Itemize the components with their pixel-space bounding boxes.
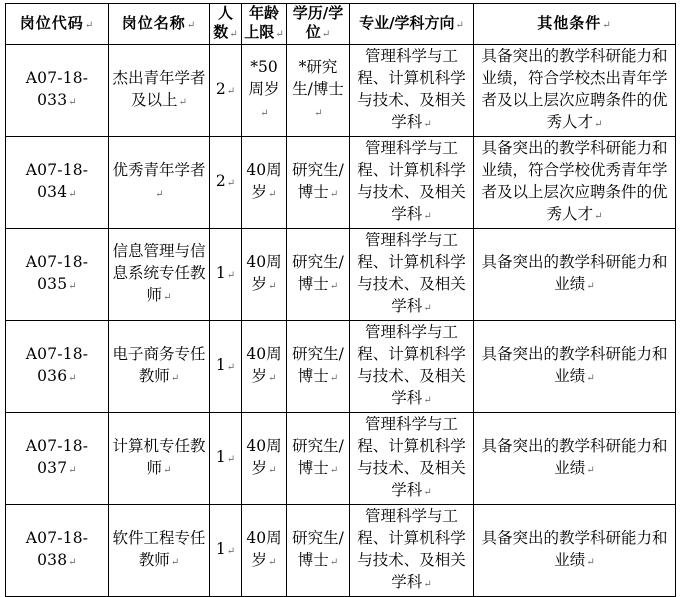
table-row — [6, 505, 676, 597]
header-row — [6, 4, 676, 45]
header-count: 人数↵ — [210, 4, 242, 45]
cell-count: 1↵ — [210, 413, 242, 505]
cell-degree: 研究生/博士↵ — [287, 137, 350, 229]
cell-count: 2↵ — [210, 137, 242, 229]
table-row — [6, 229, 676, 321]
table-row — [6, 137, 676, 229]
cell-name: 优秀青年学者↵ — [109, 137, 210, 229]
cell-major: 管理科学与工程、计算机科学与技术、及相关学科↵ — [350, 505, 474, 597]
cell-degree: 研究生/博士↵ — [287, 229, 350, 321]
cell-code: A07-18-038↵ — [6, 505, 109, 597]
cell-count: 1↵ — [210, 321, 242, 413]
cell-other: 具备突出的教学科研能力和业绩↵ — [474, 505, 676, 597]
cell-degree: 研究生/博士↵ — [287, 321, 350, 413]
cell-major: 管理科学与工程、计算机科学与技术、及相关学科↵ — [350, 321, 474, 413]
header-age-limit: 年龄上限↵ — [242, 4, 287, 45]
header-code: 岗位代码↵ — [6, 4, 109, 45]
cell-code: A07-18-037↵ — [6, 413, 109, 505]
cell-age: 40周岁↵ — [242, 505, 287, 597]
cell-count: 2↵ — [210, 45, 242, 137]
header-major: 专业/学科方向↵ — [350, 4, 474, 45]
table-row — [6, 413, 676, 505]
cell-code: A07-18-036↵ — [6, 321, 109, 413]
cell-major: 管理科学与工程、计算机科学与技术、及相关学科↵ — [350, 413, 474, 505]
header-degree: 学历/学位↵ — [287, 4, 350, 45]
cell-other: 具备突出的教学科研能力和业绩，符合学校优秀青年学者及以上层次应聘条件的优秀人才↵ — [474, 137, 676, 229]
cell-count: 1↵ — [210, 229, 242, 321]
cell-degree: 研究生/博士↵ — [287, 413, 350, 505]
table-row — [6, 321, 676, 413]
cell-code: A07-18-033↵ — [6, 45, 109, 137]
cell-major: 管理科学与工程、计算机科学与技术、及相关学科↵ — [350, 45, 474, 137]
recruitment-table — [5, 3, 676, 597]
table-row — [6, 45, 676, 137]
cell-name: 杰出青年学者及以上↵ — [109, 45, 210, 137]
cell-other: 具备突出的教学科研能力和业绩↵ — [474, 229, 676, 321]
cell-degree: *研究生/博士↵ — [287, 45, 350, 137]
cell-name: 软件工程专任教师↵ — [109, 505, 210, 597]
cell-code: A07-18-035↵ — [6, 229, 109, 321]
cell-name: 电子商务专任教师↵ — [109, 321, 210, 413]
cell-age: *50周岁↵ — [242, 45, 287, 137]
cell-major: 管理科学与工程、计算机科学与技术、及相关学科↵ — [350, 229, 474, 321]
cell-age: 40周岁↵ — [242, 229, 287, 321]
cell-count: 1↵ — [210, 505, 242, 597]
cell-name: 计算机专任教师↵ — [109, 413, 210, 505]
cell-major: 管理科学与工程、计算机科学与技术、及相关学科↵ — [350, 137, 474, 229]
cell-degree: 研究生/博士↵ — [287, 505, 350, 597]
cell-other: 具备突出的教学科研能力和业绩↵ — [474, 321, 676, 413]
cell-age: 40周岁↵ — [242, 137, 287, 229]
cell-other: 具备突出的教学科研能力和业绩↵ — [474, 413, 676, 505]
cell-name: 信息管理与信息系统专任教师↵ — [109, 229, 210, 321]
cell-code: A07-18-034↵ — [6, 137, 109, 229]
header-other: 其他条件↵ — [474, 4, 676, 45]
cell-other: 具备突出的教学科研能力和业绩，符合学校杰出青年学者及以上层次应聘条件的优秀人才↵ — [474, 45, 676, 137]
cell-age: 40周岁↵ — [242, 413, 287, 505]
cell-age: 40周岁↵ — [242, 321, 287, 413]
header-name: 岗位名称↵ — [109, 4, 210, 45]
